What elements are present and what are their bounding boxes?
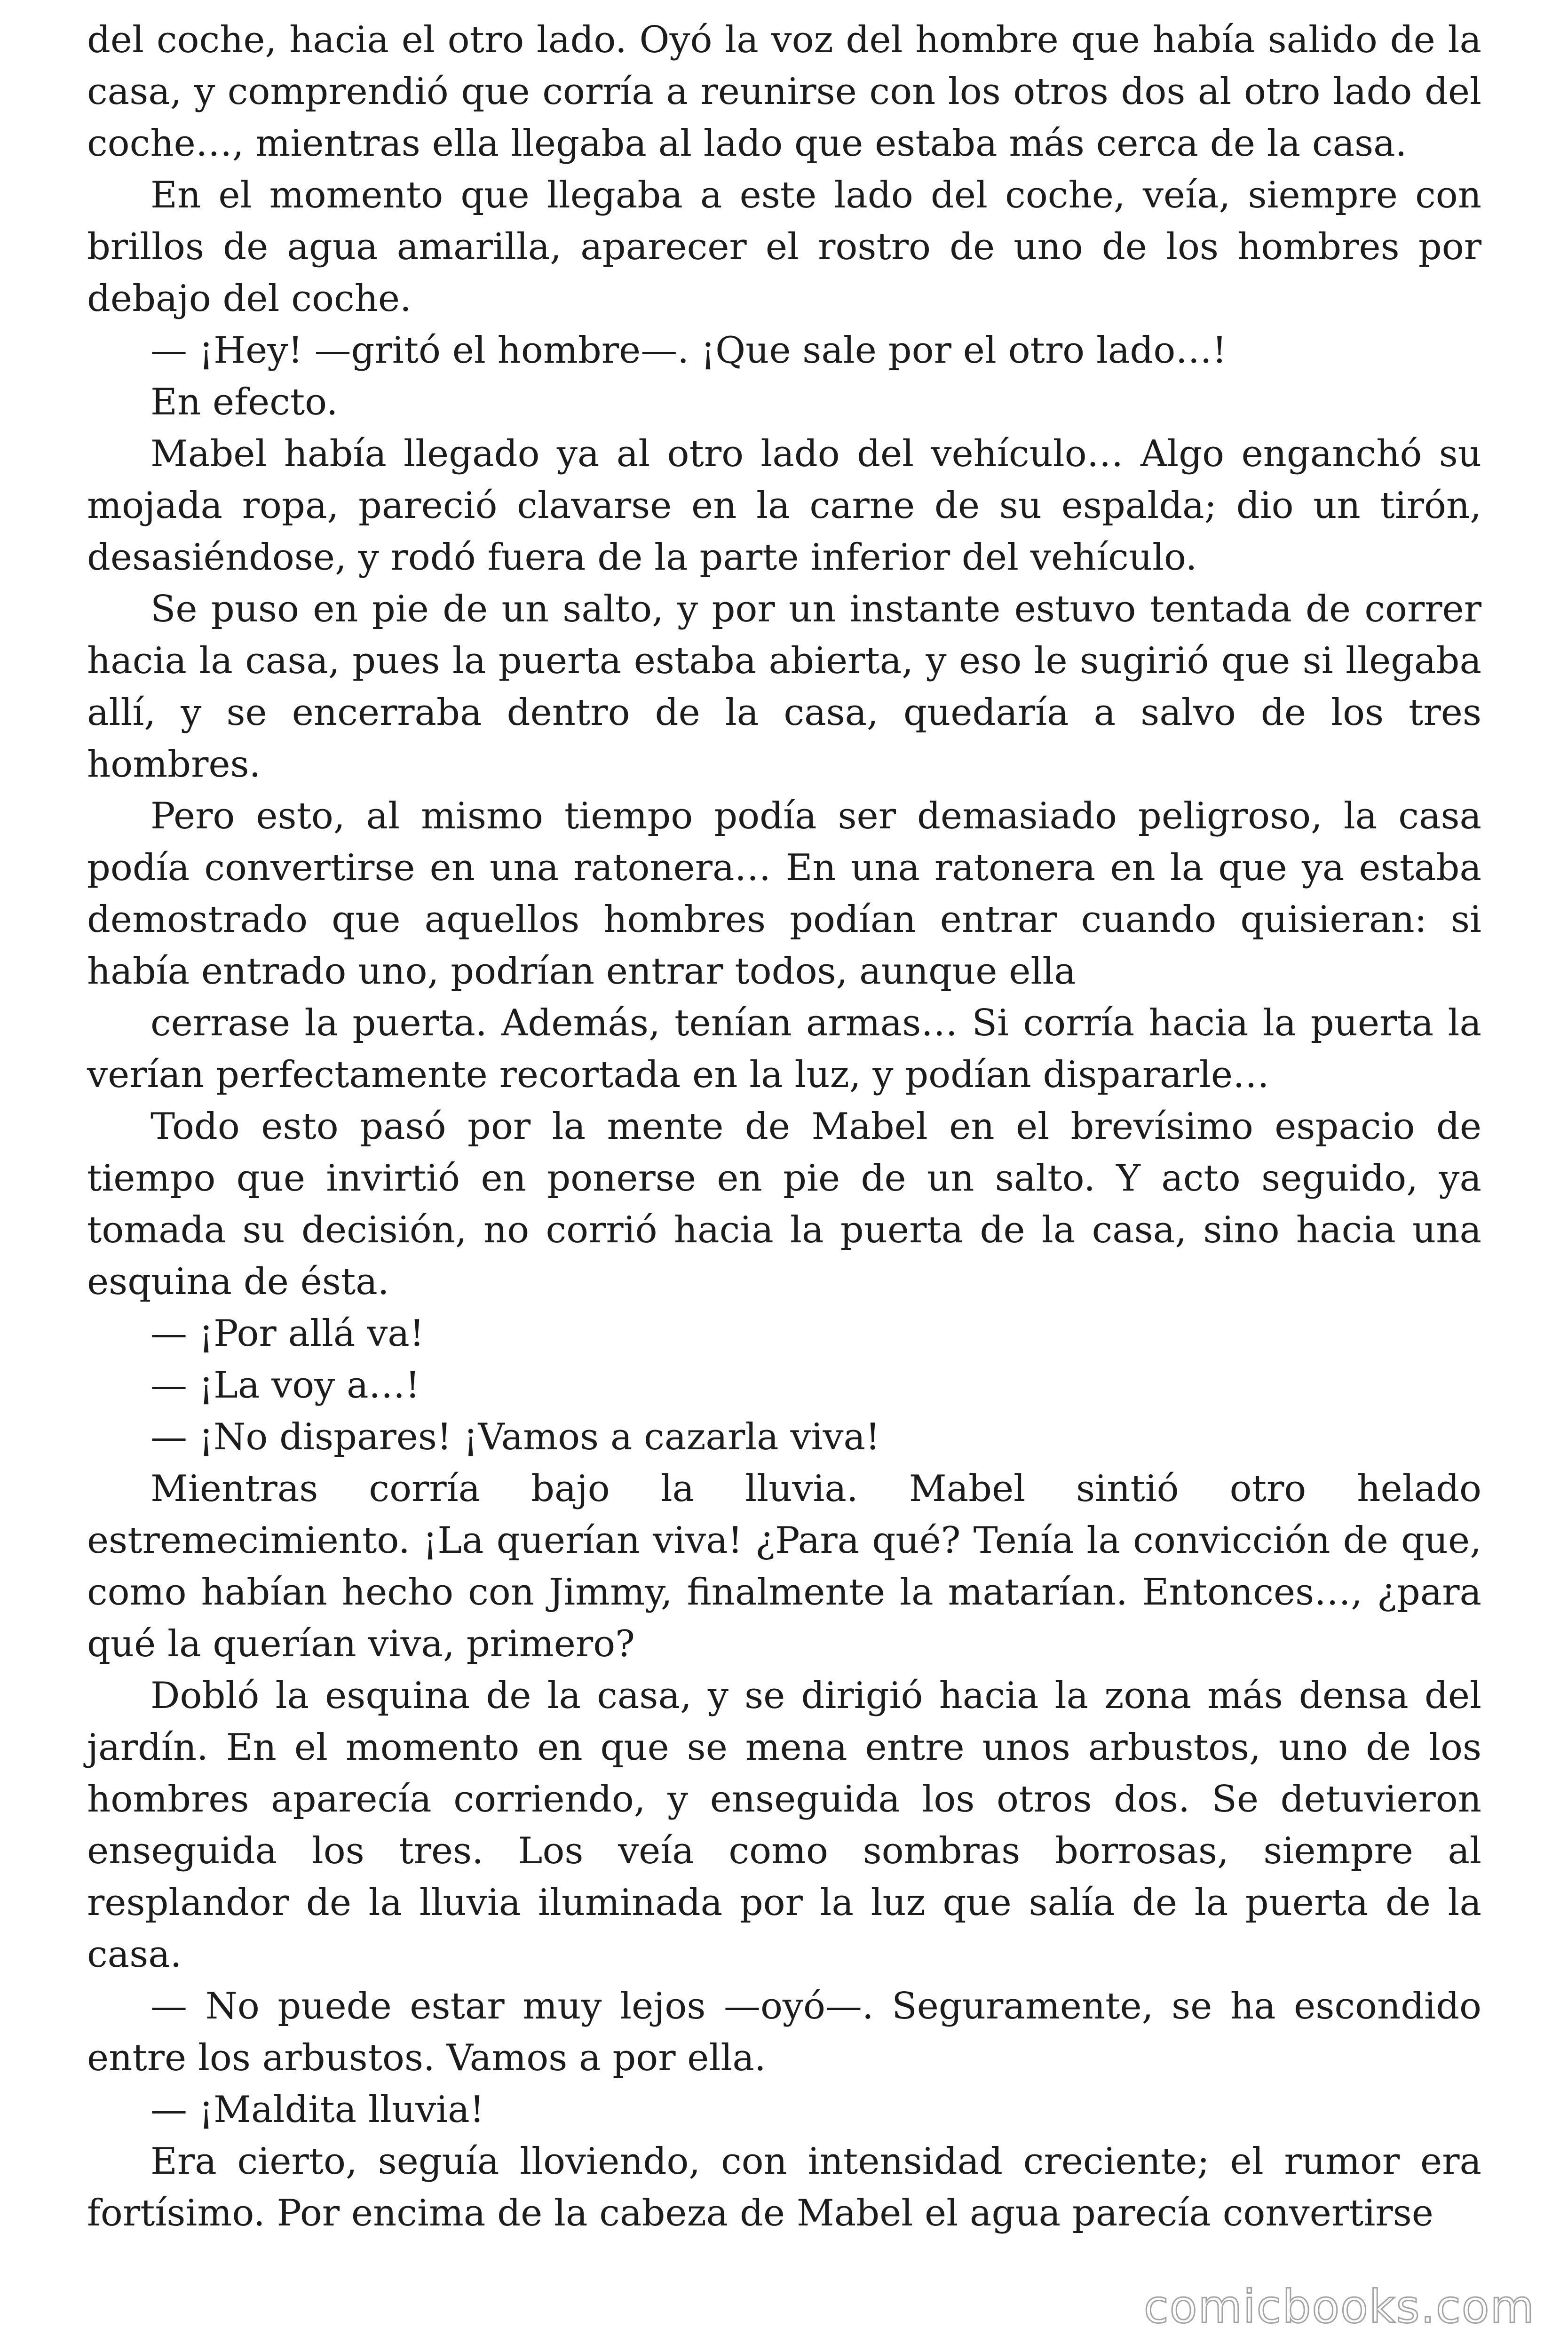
dialogue-line: — ¡Por allá va! — [150, 1312, 425, 1355]
paragraph: Mientras corría bajo la lluvia. Mabel sintió otro helado estremecimiento. ¡La querían viva! ¿Para qué? Tenía la convicción de que, como habían hecho con Jimmy, finalmente la matarían. Entonces…, ¿para qué la querían viva, primero? — [87, 1468, 1481, 1665]
book-page-text — [87, 14, 1481, 2239]
dialogue-line: — ¡La voy a…! — [150, 1364, 420, 1406]
paragraph: En efecto. — [150, 381, 338, 423]
paragraph: Era cierto, seguía lloviendo, con intensidad creciente; el rumor era fortísimo. Por encima de la cabeza de Mabel el agua parecía convertirse — [87, 2140, 1481, 2234]
watermark-logo: comicbooks.com — [1143, 2280, 1535, 2333]
dialogue-line: — No puede estar muy lejos —oyó—. Seguramente, se ha escondido entre los arbustos. Vamos a por ella. — [87, 1985, 1481, 2079]
paragraph: Todo esto pasó por la mente de Mabel en el brevísimo espacio de tiempo que invirtió en ponerse en pie de un salto. Y acto seguido, ya tomada su decisión, no corrió hacia la puerta de la casa, sino hacia una esquina de ésta. — [87, 1105, 1481, 1303]
paragraph: del coche, hacia el otro lado. Oyó la voz del hombre que había salido de la casa, y comprendió que corría a reunirse con los otros dos al otro lado del coche…, mientras ella llegaba al lado que estaba más cerca de la casa. — [87, 19, 1481, 165]
paragraph: cerrase la puerta. Además, tenían armas… Si corría hacia la puerta la verían perfectamente recortada en la luz, y podían dispararle… — [87, 1002, 1481, 1096]
paragraph: Mabel había llegado ya al otro lado del vehículo… Algo enganchó su mojada ropa, pareció clavarse en la carne de su espalda; dio un tirón, desasiéndose, y rodó fuera de la parte inferior del vehículo. — [87, 433, 1481, 579]
paragraph: Pero esto, al mismo tiempo podía ser demasiado peligroso, la casa podía convertirse en una ratonera… En una ratonera en la que ya estaba demostrado que aquellos hombres podían entrar cuando quisieran: si había entrado uno, podrían entrar todos, aunque ella — [87, 795, 1481, 993]
dialogue-line: — ¡Maldita lluvia! — [150, 2089, 484, 2131]
paragraph: Se puso en pie de un salto, y por un instante estuvo tentada de correr hacia la casa, pues la puerta estaba abierta, y eso le sugirió que si llegaba allí, y se encerraba dentro de la casa, quedaría a salvo de los tres hombres. — [87, 588, 1481, 786]
paragraph: En el momento que llegaba a este lado del coche, veía, siempre con brillos de agua amarilla, aparecer el rostro de uno de los hombres por debajo del coche. — [87, 174, 1481, 320]
dialogue-line: — ¡Hey! —gritó el hombre—. ¡Que sale por el otro lado…! — [150, 329, 1227, 372]
paragraph: Dobló la esquina de la casa, y se dirigió hacia la zona más densa del jardín. En el momento en que se mena entre unos arbustos, uno de los hombres aparecía corriendo, y enseguida los otros dos. Se detuvieron enseguida los tres. Los veía como sombras borrosas, siempre al resplandor de la lluvia iluminada por la luz que salía de la puerta de la casa. — [87, 1675, 1481, 1976]
dialogue-line: — ¡No dispares! ¡Vamos a cazarla viva! — [150, 1416, 880, 1458]
